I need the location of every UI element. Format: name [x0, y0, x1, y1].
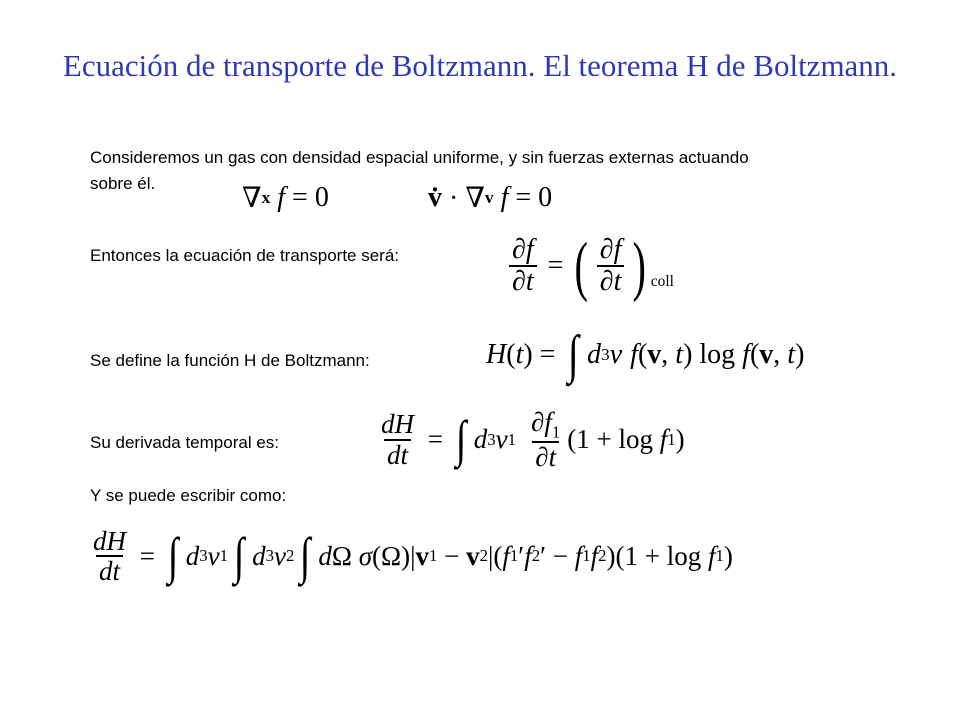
- paragraph-rewrite: Y se puede escribir como:: [90, 486, 287, 505]
- paragraph-intro-line1: Consideremos un gas con densidad espacial uniforme, y sin fuerzas externas actuando: [90, 148, 749, 167]
- paragraph-transport: Entonces la ecuación de transporte será:: [90, 246, 400, 265]
- paragraph-intro-line2: sobre él.: [90, 174, 156, 193]
- equation-gradient-x: ∇ x f = 0: [242, 182, 329, 214]
- equation-transport: $\frac{\partial f}{\partial t}$ = ( $\frac{\partial f}{\partial t}$ ) coll: [505, 232, 674, 299]
- paragraph-h-function: Se define la función H de Boltzmann:: [90, 351, 370, 370]
- equation-collision-integral: $\frac{dH}{dt}$ = ∫ d 3 v 1 ∫ d 3 v 2 ∫ d Ω σ (Ω)| v 1 − v 2 |( f 1 ′ f 2 ′ − f 1 f 2 )(1 + log f 1 ): [93, 526, 733, 587]
- paragraph-derivative: Su derivada temporal es:: [90, 433, 279, 452]
- slide-title: Ecuación de transporte de Boltzmann. El teorema H de Boltzmann.: [62, 48, 898, 83]
- equation-gradient-v: v̇ · ∇ v f = 0: [428, 182, 553, 214]
- equation-h-function: H ( t ) = ∫ d 3 v f ( v , t ) log f ( v , t ): [486, 325, 805, 384]
- equation-derivative: $\frac{dH}{dt}$ = ∫ d 3 v 1 $\frac{\partial f_1}{\partial t}$ (1 + log f 1 ): [381, 407, 685, 472]
